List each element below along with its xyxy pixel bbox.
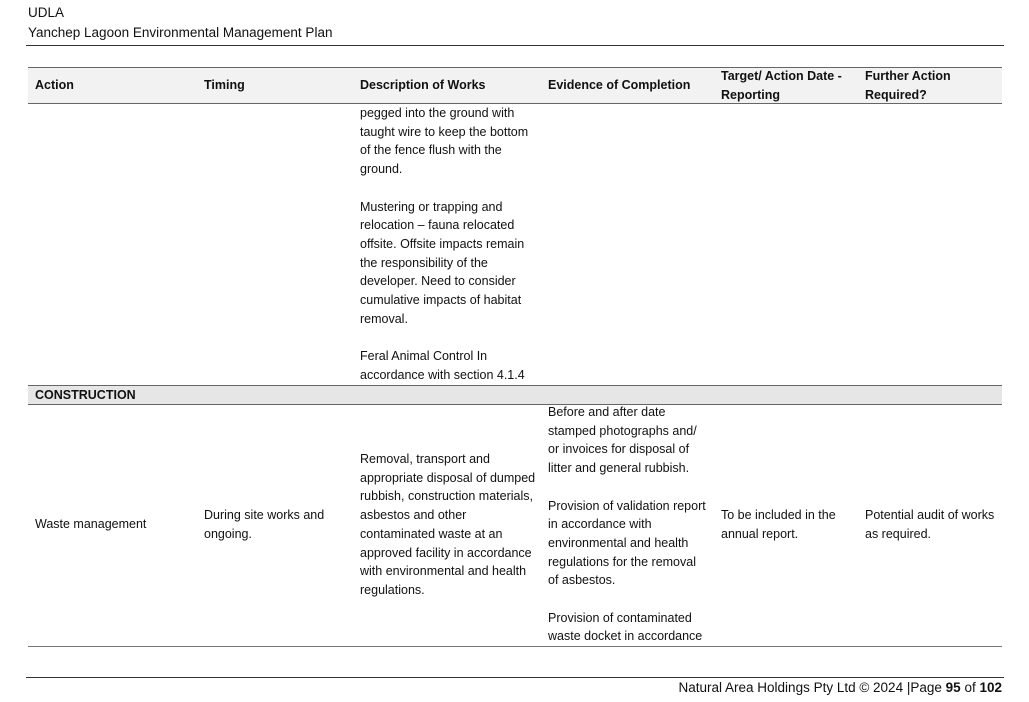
header-rule: [26, 45, 1004, 46]
target-cell: To be included in the annual report.: [721, 508, 836, 541]
document-header: [28, 3, 332, 43]
section-row-construction: [28, 385, 1002, 405]
action-cell: Waste management: [35, 517, 147, 531]
footer-page-total: 102: [979, 680, 1002, 695]
section-label: CONSTRUCTION: [35, 388, 136, 402]
header-title: Yanchep Lagoon Environmental Management Plan: [28, 25, 333, 40]
timing-cell: During site works and ongoing.: [204, 508, 325, 541]
description-cell: Removal, transport and appropriate disposal of dumped rubbish, construction materials, asbestos and other contaminated waste at an approved facility in accordance with environmental and health regulations.: [360, 452, 536, 597]
col-header-target: Target/ Action Date - Reporting: [721, 69, 842, 102]
col-header-evidence: Evidence of Completion: [548, 78, 691, 92]
col-header-description: Description of Works: [360, 78, 486, 92]
page-footer: [679, 679, 1003, 697]
row-bottom-rule: [28, 646, 1002, 647]
col-header-further: Further Action Required?: [865, 69, 951, 102]
continued-description-cell: pegged into the ground with taught wire to keep the bottom of the fence flush with the ground. Mustering or trapping and relocation – fauna relocated offsite. Offsite impacts remain the responsibility of the developer. Need to consider cumulative impacts of habitat removal. Feral Animal Control In accordance with section 4.1.4: [360, 106, 529, 382]
further-action-cell: Potential audit of works as required.: [865, 508, 995, 541]
table-header: [28, 67, 1002, 104]
col-header-action: Action: [35, 78, 74, 92]
footer-page-number: 95: [945, 680, 961, 695]
footer-company: Natural Area Holdings Pty Ltd © 2024 |Page: [678, 680, 942, 695]
footer-of: of: [964, 680, 976, 695]
footer-rule: [26, 677, 1004, 678]
evidence-cell: Before and after date stamped photographs and/ or invoices for disposal of litter and general rubbish. Provision of validation report in accordance with environmental and health regulations for the removal of asbestos. Provision of contaminated waste docket in accordance: [548, 405, 706, 644]
col-header-timing: Timing: [204, 78, 245, 92]
header-org: UDLA: [28, 5, 65, 20]
